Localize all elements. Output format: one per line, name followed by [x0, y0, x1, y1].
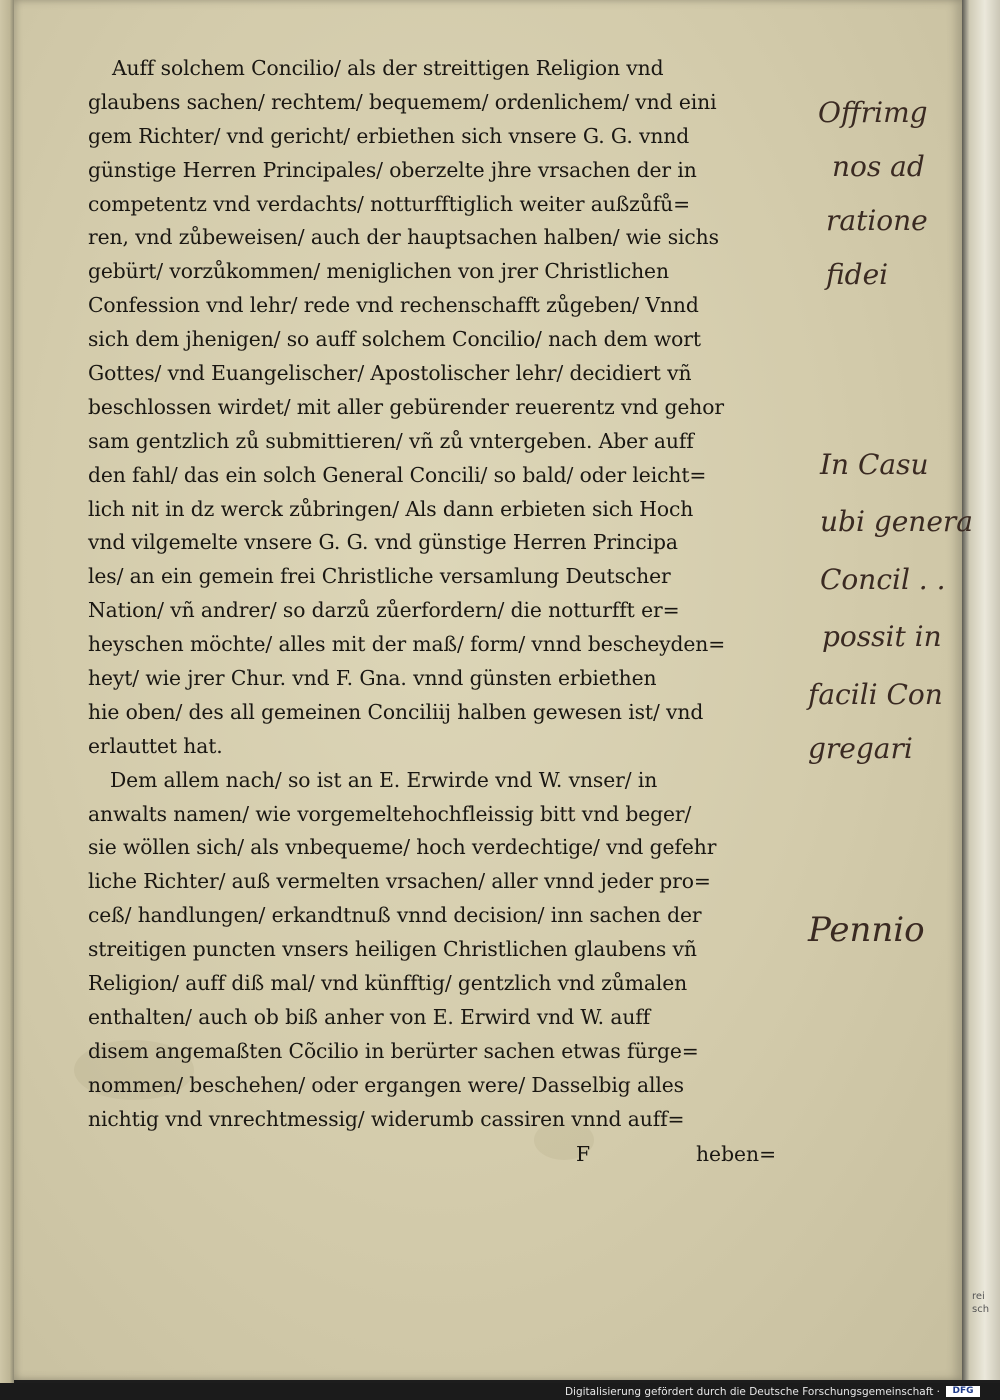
- right-page-edge: [962, 0, 1000, 1380]
- marginal-note: ratione: [826, 204, 928, 237]
- text-line: sich dem jhenigen/ so auff solchem Concilio/ nach dem wort: [88, 327, 701, 352]
- text-line: heyt/ wie jrer Chur. vnd F. Gna. vnnd günsten erbiethen: [88, 666, 657, 691]
- text-line: ren, vnd zůbeweisen/ auch der hauptsachen halben/ wie sichs: [88, 225, 719, 250]
- text-line: sie wöllen sich/ als vnbequeme/ hoch verdechtige/ vnd gefehr: [88, 835, 717, 860]
- text-line: ceß/ handlungen/ erkandtnuß vnnd decision/ inn sachen der: [88, 903, 702, 928]
- text-line: nichtig vnd vnrechtmessig/ widerumb cassiren vnnd auff=: [88, 1106, 685, 1131]
- page-foot: [88, 1142, 778, 1176]
- text-line: beschlossen wirdet/ mit aller gebürender reuerentz vnd gehor: [88, 394, 724, 419]
- text-line: enthalten/ auch ob biß anher von E. Erwird vnd W. auff: [88, 1004, 651, 1029]
- text-line: heyschen möchte/ alles mit der maß/ form/ vnnd bescheyden=: [88, 632, 726, 657]
- text-line: günstige Herren Principales/ oberzelte jhre vrsachen der in: [88, 157, 697, 182]
- text-line: competentz vnd verdachts/ notturfftiglich weiter außzůfů=: [88, 191, 690, 216]
- text-line: den fahl/ das ein solch General Concili/ so bald/ oder leicht=: [88, 462, 707, 487]
- text-line: glaubens sachen/ rechtem/ bequemem/ ordenlichem/ vnd eini: [88, 89, 717, 114]
- left-page-edge: [0, 0, 14, 1385]
- text-line: streitigen puncten vnsers heiligen Christlichen glaubens vñ: [88, 937, 697, 962]
- text-line: Nation/ vñ andrer/ so darzů zůerfordern/ die notturfft er=: [88, 598, 680, 623]
- text-line: anwalts namen/ wie vorgemeltehochfleissig bitt vnd beger/: [88, 801, 692, 826]
- text-line: Gottes/ vnd Euangelischer/ Apostolischer lehr/ decidiert vñ: [88, 361, 692, 386]
- marginal-note: fidei: [826, 258, 889, 291]
- marginal-note: Offrimg: [818, 96, 928, 129]
- text-line: gebürt/ vorzůkommen/ meniglichen von jrer Christlichen: [88, 259, 669, 284]
- text-line: lich nit in dz werck zůbringen/ Als dann erbieten sich Hoch: [88, 496, 694, 521]
- dfg-logo-icon: DFG: [946, 1386, 980, 1397]
- marginal-note: In Casu: [820, 448, 929, 481]
- marginal-note: nos ad: [832, 150, 925, 183]
- text-line: erlauttet hat.: [88, 733, 223, 758]
- text-line: liche Richter/ auß vermelten vrsachen/ aller vnnd jeder pro=: [88, 869, 711, 894]
- marginal-note: ubi genera: [820, 505, 973, 538]
- catchword: heben=: [696, 1142, 777, 1166]
- text-line: les/ an ein gemein frei Christliche versamlung Deutscher: [88, 564, 671, 589]
- text-line: sam gentzlich zů submittieren/ vñ zů vntergeben. Aber auff: [88, 428, 694, 453]
- text-line: Dem allem nach/ so ist an E. Erwirde vnd W. vnser/ in: [110, 767, 658, 792]
- marginal-note: possit in: [822, 620, 942, 653]
- text-line: Confession vnd lehr/ rede vnd rechenschafft zůgeben/ Vnnd: [88, 293, 699, 318]
- text-line: hie oben/ des all gemeinen Conciliij halben gewesen ist/ vnd: [88, 699, 704, 724]
- marginal-note: facili Con: [808, 678, 943, 711]
- signature-mark: F: [576, 1142, 591, 1166]
- text-line: disem angemaßten Cõcilio in berürter sachen etwas fürge=: [88, 1038, 699, 1063]
- text-line: Auff solchem Concilio/ als der streittigen Religion vnd: [112, 56, 664, 80]
- text-line: Religion/ auff diß mal/ vnd künfftig/ gentzlich vnd zůmalen: [88, 971, 688, 996]
- text-line: gem Richter/ vnd gericht/ erbiethen sich vnsere G. G. vnnd: [88, 123, 690, 148]
- marginal-note: Concil . .: [820, 563, 946, 596]
- text-line: nommen/ beschehen/ oder ergangen were/ Dasselbig alles: [88, 1072, 684, 1097]
- marginal-note: gregari: [808, 732, 913, 765]
- text-line: vnd vilgemelte vnsere G. G. vnd günstige Herren Principa: [88, 530, 678, 555]
- digitization-credit: Digitalisierung gefördert durch die Deutsche Forschungsgemeinschaft ·: [564, 1386, 940, 1398]
- marginal-note: Pennio: [808, 910, 925, 950]
- edge-text-fragment: rei sch: [972, 1291, 990, 1315]
- body-text: [88, 52, 778, 1137]
